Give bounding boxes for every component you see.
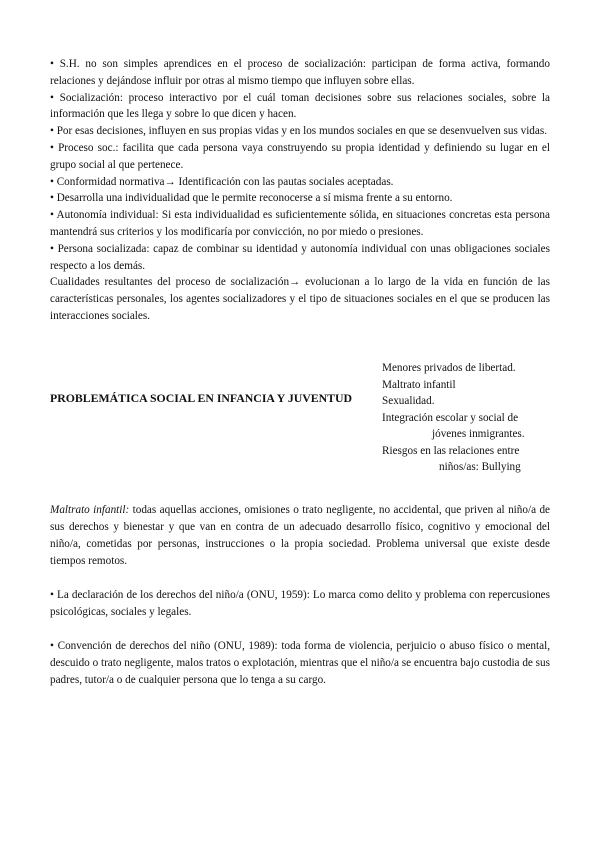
paragraph-autonomia: • Autonomía individual: Si esta individualidad es suficientemente sólida, en situaciones concretas esta persona mantendrá sus criterios y los modificaría por convicción, no por miedo o presiones. bbox=[50, 209, 550, 238]
paragraph-declaracion: • La declaración de los derechos del niño/a (ONU, 1959): Lo marca como delito y problema con repercusiones psicológicas, sociales y legales. bbox=[50, 589, 550, 618]
maltrato-section bbox=[50, 502, 550, 689]
maltrato-definition: todas aquellas acciones, omisiones o trato negligente, no accidental, que priven al niño/a de sus derechos y bienestar y que van en contra de un adecuado desarrollo físico, cognitivo y emocional del niño/a, cometidas por personas, instrucciones o la propia sociedad. Problema universal que existe desde tiempos remotos. bbox=[50, 504, 551, 567]
paragraph-persona-socializada: • Persona socializada: capaz de combinar su identidad y autonomía individual con unas obligaciones sociales respecto a los demás. bbox=[50, 242, 550, 272]
topic-riesgos-cont: niños/as: Bullying bbox=[439, 461, 521, 473]
paragraph-cualidades: Cualidades resultantes del proceso de socialización→ evolucionan a lo largo de la vida en función de las características personales, los agentes socializadores y el tipo de situaciones sociales en el que se producen las interacciones sociales. bbox=[50, 276, 550, 322]
topic-integracion: Integración escolar y social de bbox=[382, 411, 519, 424]
paragraph-socializacion: • Socialización: proceso interactivo por el cuál toman decisiones sobre sus relaciones sociales, sobre la información que les llega y sobre lo que dicen y hacen. bbox=[50, 91, 550, 121]
topic-maltrato: Maltrato infantil bbox=[382, 378, 456, 391]
spacer bbox=[50, 570, 550, 587]
topic-sexualidad: Sexualidad. bbox=[382, 395, 435, 407]
paragraph-decisiones: • Por esas decisiones, influyen en sus propias vidas y en los mundos sociales en que se desenvuelven sus vidas. bbox=[50, 125, 548, 138]
paragraph-individualidad: • Desarrolla una individualidad que le permite reconocerse a sí misma frente a su entorno. bbox=[50, 192, 453, 205]
topic-riesgos: Riesgos en las relaciones entre bbox=[382, 444, 520, 457]
topic-menores: Menores privados de libertad. bbox=[382, 362, 516, 374]
paragraph-convencion: • Convención de derechos del niño (ONU, 1989): toda forma de violencia, perjuicio o abuso físico o mental, descuido o trato negligente, malos tratos o explotación, mientras que el niño/a se encuentra bajo custodia de sus padres, tutor/a o de cualquier persona que lo tenga a su cargo. bbox=[50, 640, 550, 686]
topics-list bbox=[382, 360, 542, 476]
section-title: PROBLEMÁTICA SOCIAL EN INFANCIA Y JUVENTUD bbox=[50, 391, 353, 405]
paragraph-proceso-soc: • Proceso soc.: facilita que cada persona vaya construyendo su propia identidad y definiendo su lugar en el grupo social al que pertenece. bbox=[50, 141, 550, 171]
paragraph-conformidad: • Conformidad normativa→ Identificación con las pautas sociales aceptadas. bbox=[50, 175, 394, 188]
paragraph-maltrato bbox=[50, 502, 550, 570]
spacer bbox=[50, 621, 550, 638]
paragraph-sh-aprendices: • S.H. no son simples aprendices en el proceso de socialización: participan de forma activa, formando relaciones y dejándose influir por otras al mismo tiempo que influyen sobre ellas. bbox=[50, 58, 550, 87]
topic-integracion-cont: jóvenes inmigrantes. bbox=[432, 428, 525, 440]
socialization-notes bbox=[50, 56, 550, 325]
maltrato-term: Maltrato infantil: bbox=[50, 504, 130, 516]
